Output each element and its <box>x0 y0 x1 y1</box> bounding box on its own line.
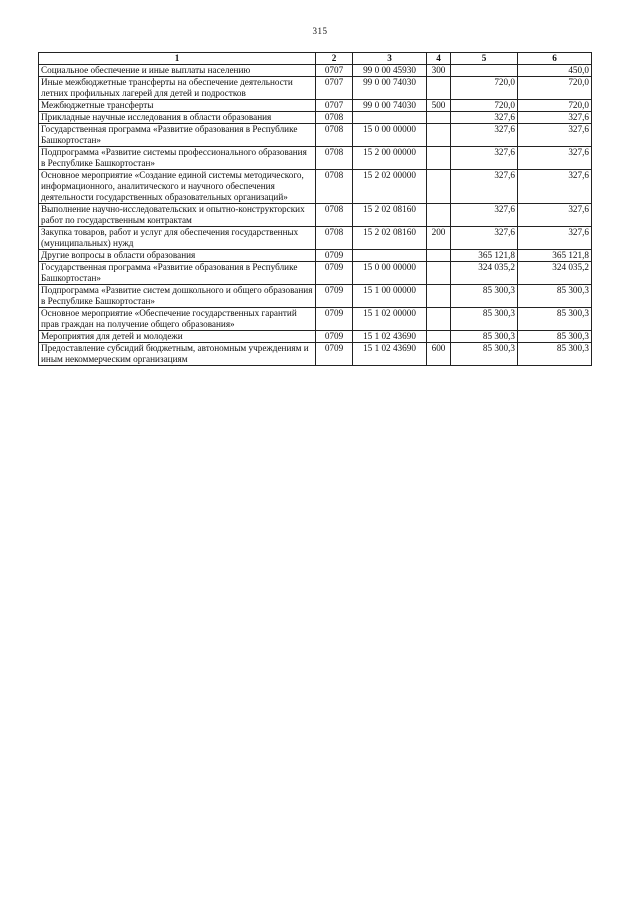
amount-col-5: 327,6 <box>451 124 518 147</box>
target-article-code: 99 0 00 74030 <box>353 77 427 100</box>
table-row <box>39 308 592 331</box>
target-article-code: 99 0 00 74030 <box>353 100 427 112</box>
table-row <box>39 124 592 147</box>
amount-col-5 <box>451 65 518 77</box>
item-name: Основное мероприятие «Создание единой системы методического, информационного, аналитического и научного обеспечения деятельности государственных образовательных организаций» <box>39 170 316 204</box>
table-row <box>39 100 592 112</box>
amount-col-6: 327,6 <box>518 124 592 147</box>
expense-type-code: 300 <box>427 65 451 77</box>
section-code: 0708 <box>316 170 353 204</box>
item-name: Государственная программа «Развитие образования в Республике Башкортостан» <box>39 262 316 285</box>
table-body <box>39 65 592 366</box>
table-row <box>39 112 592 124</box>
section-code: 0708 <box>316 147 353 170</box>
expense-type-code: 500 <box>427 100 451 112</box>
table-header-row <box>39 53 592 65</box>
column-header-6: 6 <box>518 53 592 65</box>
section-code: 0708 <box>316 124 353 147</box>
item-name: Закупка товаров, работ и услуг для обеспечения государственных (муниципальных) нужд <box>39 227 316 250</box>
expense-type-code <box>427 77 451 100</box>
amount-col-5: 720,0 <box>451 77 518 100</box>
item-name: Прикладные научные исследования в области образования <box>39 112 316 124</box>
amount-col-6: 85 300,3 <box>518 308 592 331</box>
item-name: Подпрограмма «Развитие системы профессионального образования в Республике Башкортостан» <box>39 147 316 170</box>
target-article-code: 99 0 00 45930 <box>353 65 427 77</box>
target-article-code: 15 2 02 08160 <box>353 227 427 250</box>
expense-type-code: 600 <box>427 343 451 366</box>
amount-col-6: 327,6 <box>518 170 592 204</box>
expense-type-code <box>427 170 451 204</box>
amount-col-6: 85 300,3 <box>518 331 592 343</box>
table-row <box>39 227 592 250</box>
column-header-3: 3 <box>353 53 427 65</box>
page-number: 315 <box>312 26 328 36</box>
item-name: Мероприятия для детей и молодежи <box>39 331 316 343</box>
amount-col-5: 327,6 <box>451 112 518 124</box>
amount-col-6: 327,6 <box>518 227 592 250</box>
amount-col-5: 327,6 <box>451 227 518 250</box>
amount-col-5: 85 300,3 <box>451 285 518 308</box>
section-code: 0708 <box>316 227 353 250</box>
section-code: 0709 <box>316 285 353 308</box>
amount-col-6: 450,0 <box>518 65 592 77</box>
expense-type-code <box>427 204 451 227</box>
expense-type-code: 200 <box>427 227 451 250</box>
amount-col-5: 327,6 <box>451 147 518 170</box>
table-row <box>39 77 592 100</box>
section-code: 0709 <box>316 343 353 366</box>
target-article-code: 15 1 02 00000 <box>353 308 427 331</box>
amount-col-6: 85 300,3 <box>518 285 592 308</box>
amount-col-5: 85 300,3 <box>451 331 518 343</box>
expense-type-code <box>427 112 451 124</box>
column-header-5: 5 <box>451 53 518 65</box>
amount-col-5: 327,6 <box>451 204 518 227</box>
expense-type-code <box>427 285 451 308</box>
table-row <box>39 262 592 285</box>
target-article-code: 15 2 02 08160 <box>353 204 427 227</box>
table-row <box>39 331 592 343</box>
amount-col-5: 324 035,2 <box>451 262 518 285</box>
section-code: 0709 <box>316 308 353 331</box>
amount-col-5: 365 121,8 <box>451 250 518 262</box>
target-article-code: 15 0 00 00000 <box>353 124 427 147</box>
column-header-4: 4 <box>427 53 451 65</box>
section-code: 0709 <box>316 262 353 285</box>
amount-col-6: 365 121,8 <box>518 250 592 262</box>
target-article-code <box>353 112 427 124</box>
section-code: 0708 <box>316 204 353 227</box>
section-code: 0709 <box>316 250 353 262</box>
section-code: 0709 <box>316 331 353 343</box>
target-article-code: 15 0 00 00000 <box>353 262 427 285</box>
column-header-2: 2 <box>316 53 353 65</box>
item-name: Подпрограмма «Развитие систем дошкольного и общего образования в Республике Башкортостан» <box>39 285 316 308</box>
item-name: Предоставление субсидий бюджетным, автономным учреждениям и иным некоммерческим организациям <box>39 343 316 366</box>
amount-col-6: 85 300,3 <box>518 343 592 366</box>
target-article-code: 15 2 02 00000 <box>353 170 427 204</box>
table-row <box>39 250 592 262</box>
table-row <box>39 285 592 308</box>
item-name: Выполнение научно-исследовательских и опытно-конструкторских работ по государственным контрактам <box>39 204 316 227</box>
table-row <box>39 65 592 77</box>
column-header-1: 1 <box>39 53 316 65</box>
amount-col-6: 720,0 <box>518 100 592 112</box>
item-name: Межбюджетные трансферты <box>39 100 316 112</box>
target-article-code: 15 1 00 00000 <box>353 285 427 308</box>
table-row <box>39 343 592 366</box>
amount-col-5: 85 300,3 <box>451 308 518 331</box>
amount-col-5: 327,6 <box>451 170 518 204</box>
amount-col-6: 327,6 <box>518 147 592 170</box>
amount-col-6: 720,0 <box>518 77 592 100</box>
target-article-code <box>353 250 427 262</box>
section-code: 0707 <box>316 100 353 112</box>
target-article-code: 15 2 00 00000 <box>353 147 427 170</box>
expense-type-code <box>427 147 451 170</box>
expense-type-code <box>427 262 451 285</box>
amount-col-5: 720,0 <box>451 100 518 112</box>
amount-col-6: 327,6 <box>518 112 592 124</box>
expense-type-code <box>427 308 451 331</box>
amount-col-6: 327,6 <box>518 204 592 227</box>
amount-col-6: 324 035,2 <box>518 262 592 285</box>
table-row <box>39 147 592 170</box>
amount-col-5: 85 300,3 <box>451 343 518 366</box>
item-name: Основное мероприятие «Обеспечение государственных гарантий прав граждан на получение общего образования» <box>39 308 316 331</box>
target-article-code: 15 1 02 43690 <box>353 343 427 366</box>
section-code: 0707 <box>316 77 353 100</box>
budget-table <box>38 52 592 366</box>
expense-type-code <box>427 250 451 262</box>
item-name: Иные межбюджетные трансферты на обеспечение деятельности летних профильных лагерей для детей и подростков <box>39 77 316 100</box>
section-code: 0708 <box>316 112 353 124</box>
table-row <box>39 204 592 227</box>
table-row <box>39 170 592 204</box>
item-name: Другие вопросы в области образования <box>39 250 316 262</box>
expense-type-code <box>427 331 451 343</box>
item-name: Государственная программа «Развитие образования в Республике Башкортостан» <box>39 124 316 147</box>
target-article-code: 15 1 02 43690 <box>353 331 427 343</box>
section-code: 0707 <box>316 65 353 77</box>
expense-type-code <box>427 124 451 147</box>
item-name: Социальное обеспечение и иные выплаты населению <box>39 65 316 77</box>
